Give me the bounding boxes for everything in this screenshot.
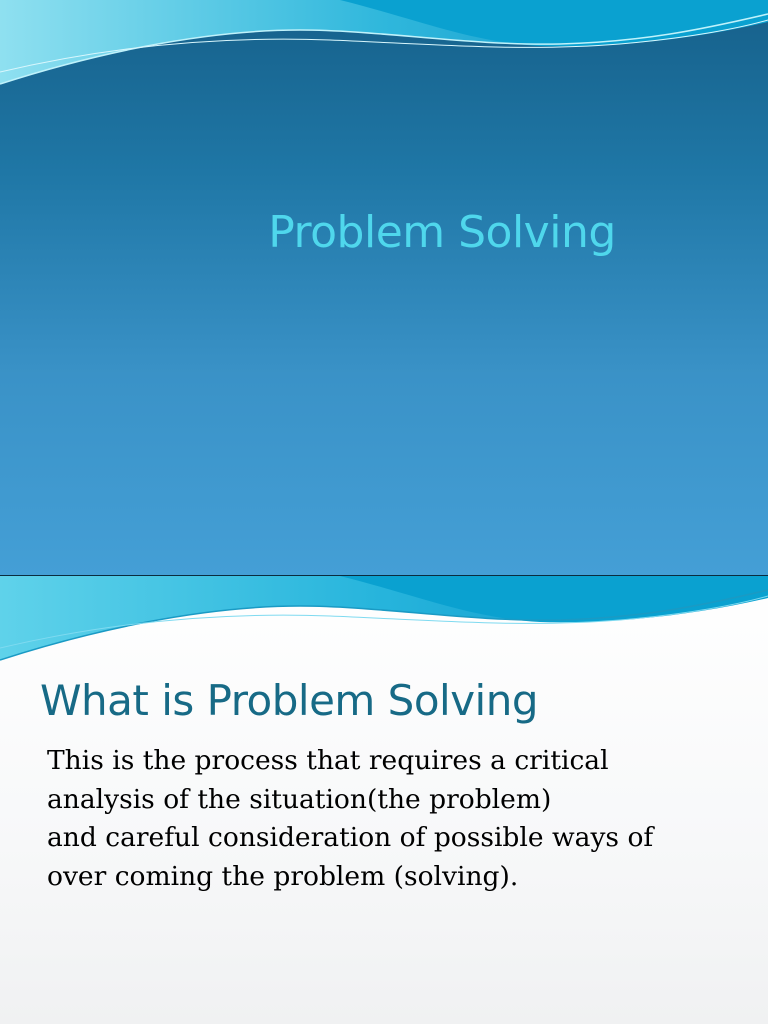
- body-line: and careful consideration of possible ways of: [47, 822, 654, 853]
- content-slide: [0, 576, 768, 1024]
- body-line: analysis of the situation(the problem): [47, 783, 552, 815]
- body-line: over coming the problem (solving).: [47, 860, 519, 892]
- header-wave-decoration: [0, 576, 768, 666]
- slide-title: Problem Solving: [268, 207, 616, 258]
- slide-title: What is Problem Solving: [40, 676, 538, 725]
- body-line: This is the process that requires a critical: [47, 745, 609, 776]
- header-wave-decoration: [0, 0, 768, 90]
- slide-body-text: [47, 742, 747, 896]
